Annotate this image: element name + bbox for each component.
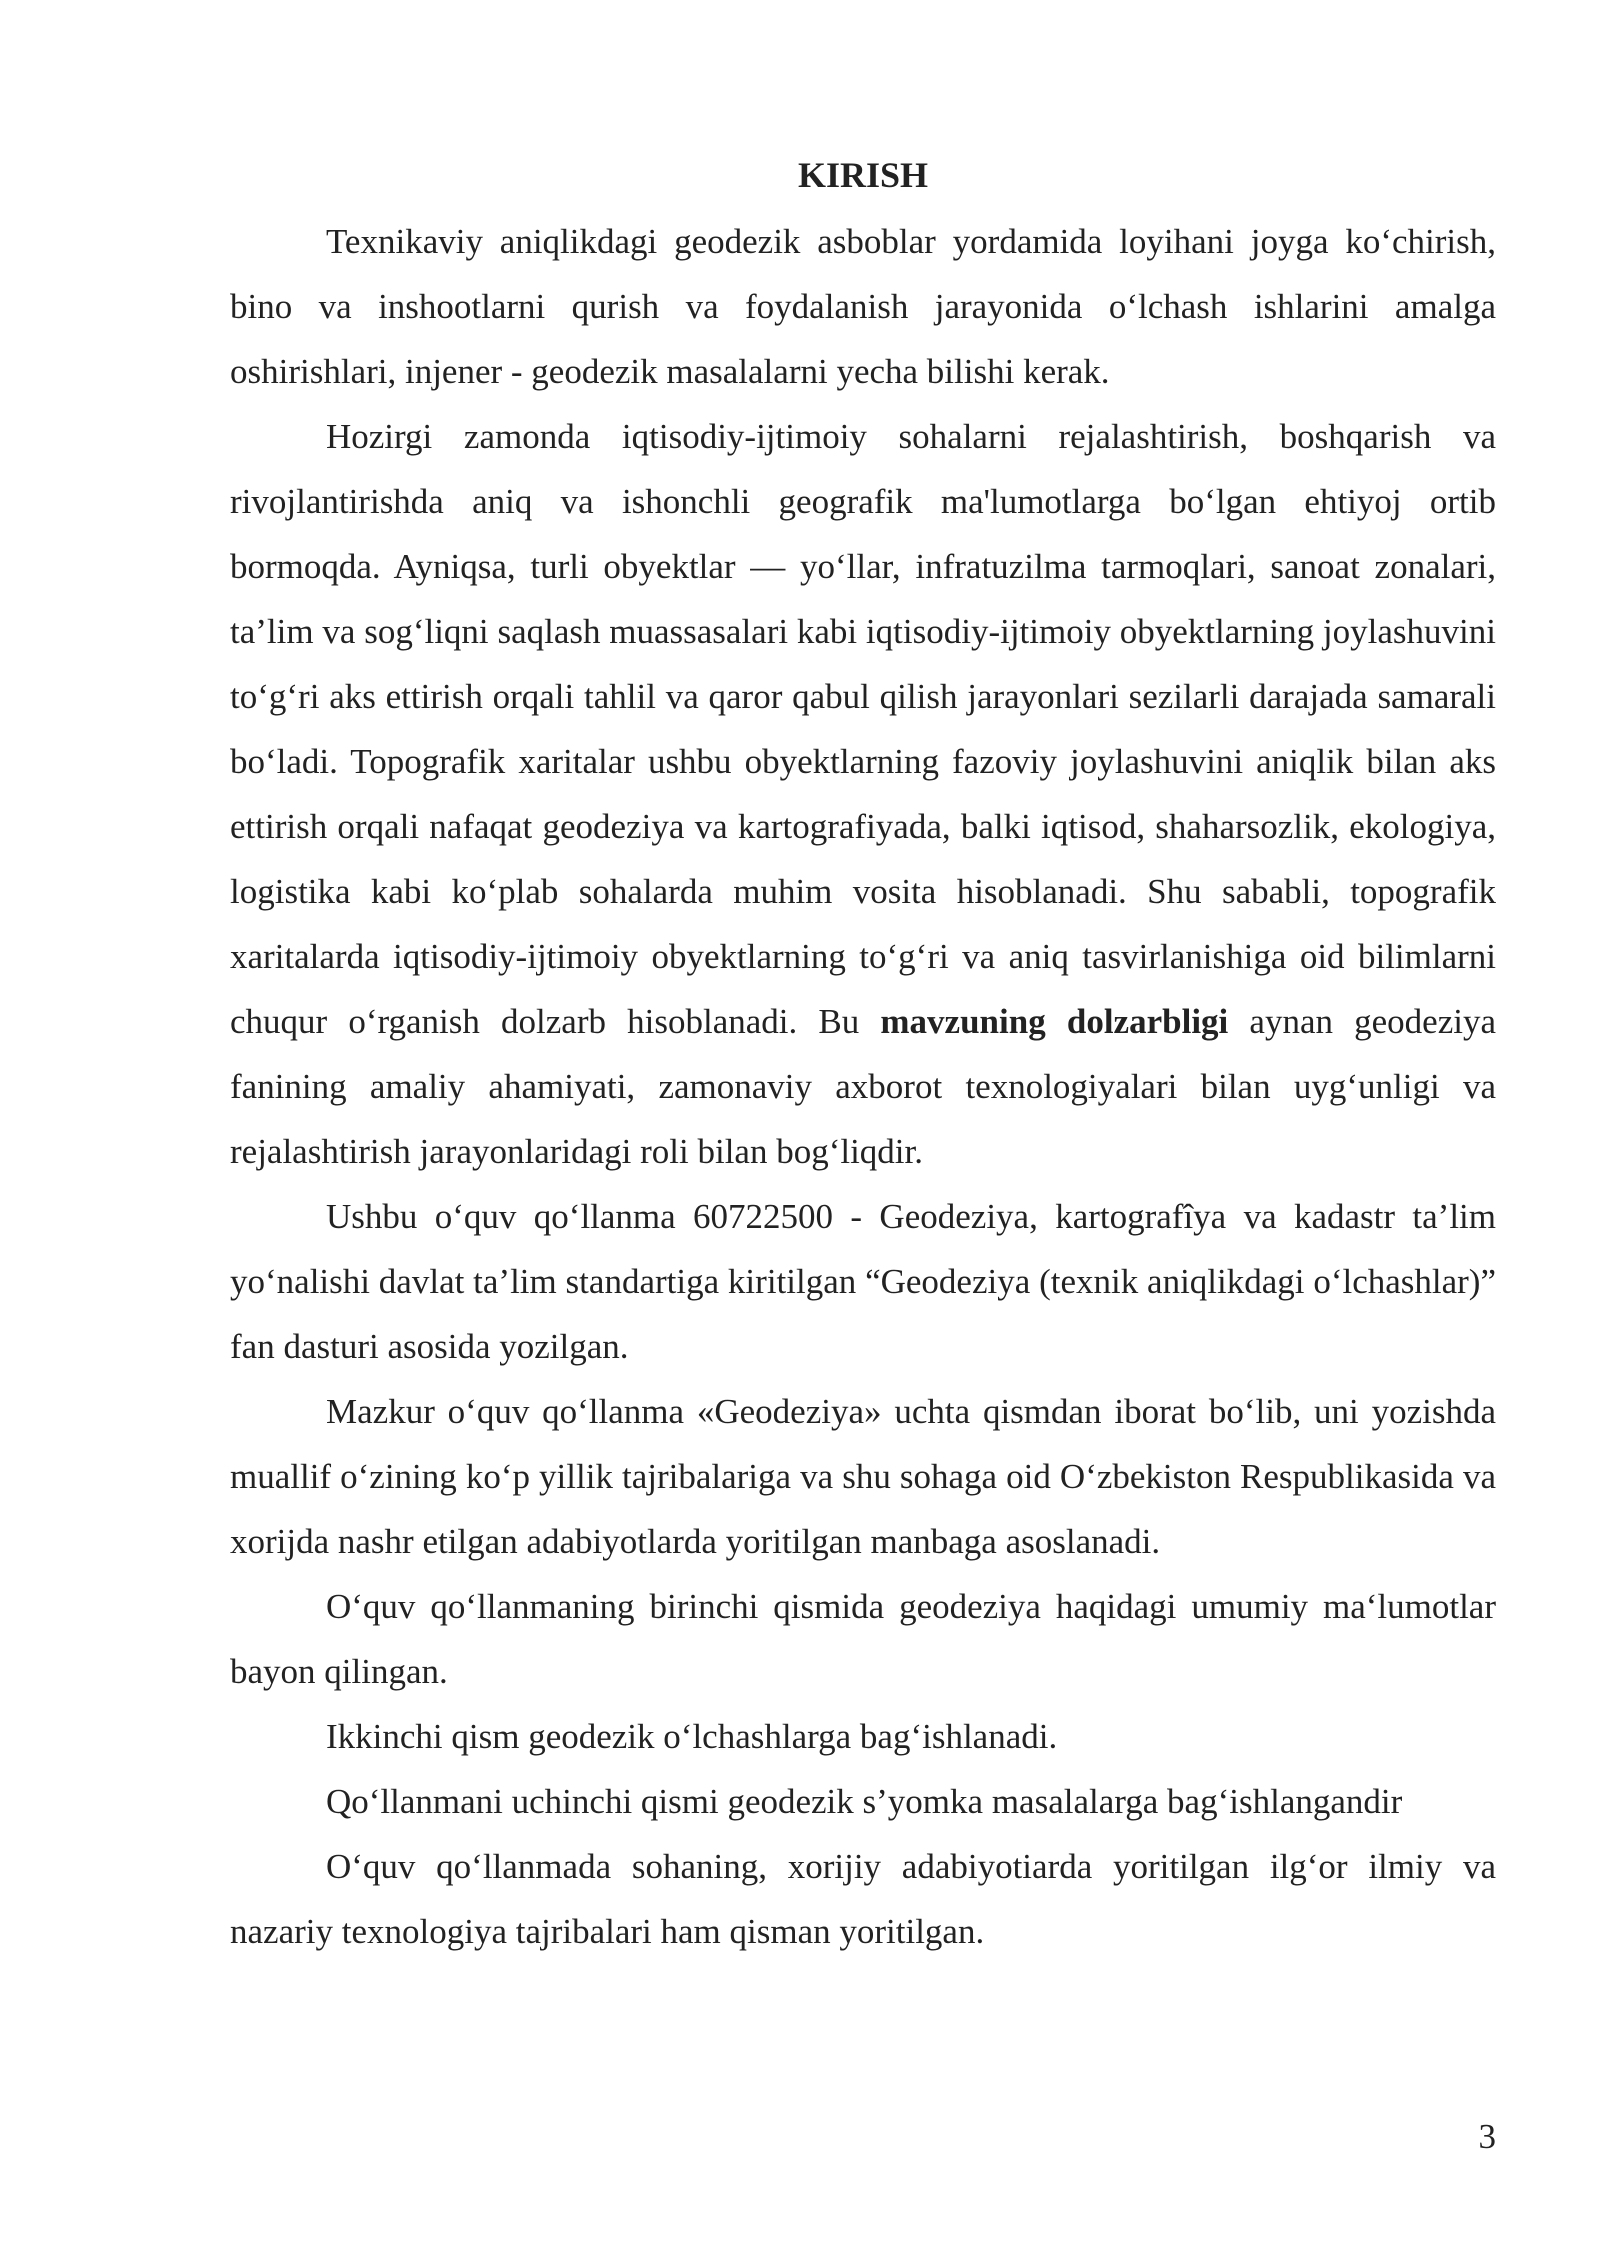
paragraph-6: Ikkinchi qism geodezik o‘lchashlarga bag‘ishlanadi. xyxy=(326,1717,1058,1756)
paragraph-5: O‘quv qo‘llanmaning birinchi qismida geodeziya haqidagi umumiy ma‘lumotlar bayon qilingan. xyxy=(230,1587,1496,1691)
page-content xyxy=(230,150,1496,1964)
paragraph-7: Qo‘llanmani uchinchi qismi geodezik s’yomka masalalarga bag‘ishlangandir xyxy=(326,1782,1403,1821)
paragraph-2-text-start: Hozirgi zamonda iqtisodiy-ijtimoiy sohalarni rejalashtirish, boshqarish va rivojlantirishda aniq va ishonchli geografik ma'lumotlarga bo‘lgan ehtiyoj ortib bormoqda. Ayniqsa, turli obyektlar — yo‘llar, infratuzilma tarmoqlari, sanoat zonalari, ta’lim va sog‘liqni saqlash muassasalari kabi iqtisodiy-ijtimoiy obyektlarning joylashuvini to‘g‘ri aks ettirish orqali tahlil va qaror qabul qilish jarayonlari sezilarli darajada samarali bo‘ladi. Topografik xaritalar ushbu obyektlarning fazoviy joylashuvini aniqlik bilan aks ettirish orqali nafaqat geodeziya va kartografiyada, balki iqtisod, shaharsozlik, ekologiya, logistika kabi ko‘plab sohalarda muhim vosita hisoblanadi. Shu sababli, topografik xaritalarda iqtisodiy-ijtimoiy obyektlarning to‘g‘ri va aniq tasvirlanishiga oid bilimlarni chuqur o‘rganish dolzarb hisoblanadi. Bu xyxy=(230,417,1496,1041)
paragraph-1: Texnikaviy aniqlikdagi geodezik asboblar yordamida loyihani joyga ko‘chirish, bino va inshootlarni qurish va foydalanish jarayonida o‘lchash ishlarini amalga oshirishlari, injener - geodezik masalalarni yecha bilishi kerak. xyxy=(230,222,1496,391)
paragraph-2-bold-phrase: mavzuning dolzarbligi xyxy=(880,1002,1229,1041)
paragraph-2 xyxy=(230,404,1496,1184)
page-number: 3 xyxy=(1478,2117,1496,2156)
paragraph-8: O‘quv qo‘llanmada sohaning, xorijiy adabiyotiarda yoritilgan ilg‘or ilmiy va nazariy texnologiya tajribalari ham qisman yoritilgan. xyxy=(230,1847,1496,1951)
paragraph-2-text-end: aynan geodeziya fanining amaliy ahamiyati, zamonaviy axborot texnologiyalari bilan uyg‘unligi va rejalashtirish jarayonlaridagi roli bilan bog‘liqdir. xyxy=(230,1002,1496,1171)
section-title: KIRISH xyxy=(797,155,929,195)
paragraph-4: Mazkur o‘quv qo‘llanma «Geodeziya» uchta qismdan iborat bo‘lib, uni yozishda muallif o‘zining ko‘p yillik tajribalariga va shu sohaga oid O‘zbekiston Respublikasida va xorijda nashr etilgan adabiyotlarda yoritilgan manbaga asoslanadi. xyxy=(230,1392,1496,1561)
paragraph-3: Ushbu o‘quv qo‘llanma 60722500 - Geodeziya, kartografîya va kadastr ta’lim yo‘nalishi davlat ta’lim standartiga kiritilgan “Geodeziya (texnik aniqlikdagi o‘lchashlar)” fan dasturi asosida yozilgan. xyxy=(230,1197,1496,1366)
